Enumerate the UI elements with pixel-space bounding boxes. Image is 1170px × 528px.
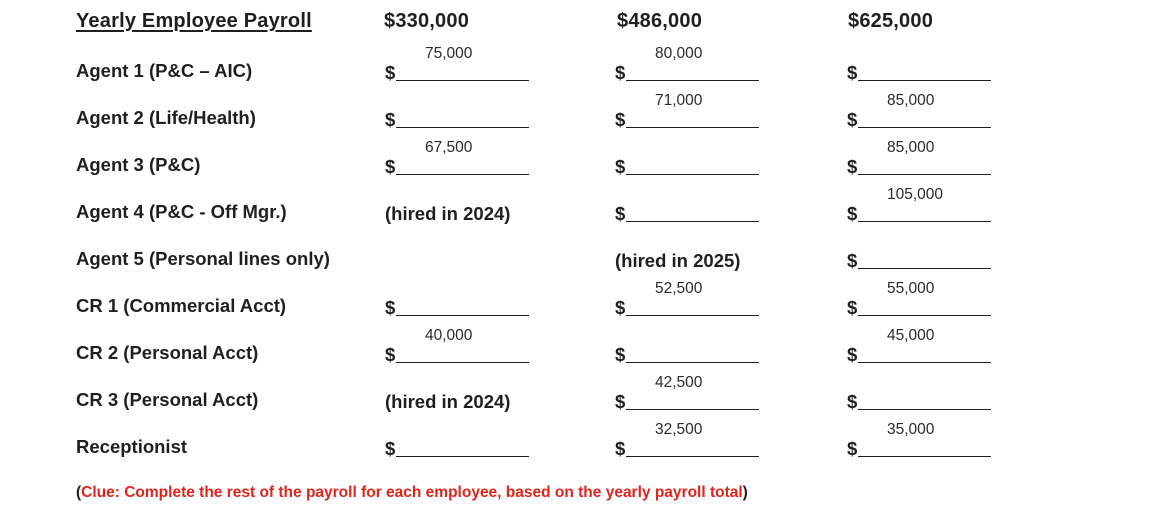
payroll-row bbox=[0, 46, 1170, 86]
amount-blank[interactable] bbox=[615, 393, 759, 411]
fill-in-line bbox=[396, 456, 529, 457]
employee-label: Agent 2 (Life/Health) bbox=[76, 107, 256, 128]
amount-blank[interactable] bbox=[385, 440, 529, 458]
employee-label: Agent 1 (P&C – AIC) bbox=[76, 60, 253, 81]
fill-in-line bbox=[396, 174, 529, 175]
payroll-row bbox=[0, 328, 1170, 368]
dollar-sign: $ bbox=[385, 62, 396, 83]
payroll-cell-col-2 bbox=[615, 324, 765, 364]
fill-in-line bbox=[858, 315, 991, 316]
fill-in-line bbox=[626, 409, 759, 410]
dollar-sign: $ bbox=[615, 203, 626, 224]
amount-blank[interactable] bbox=[847, 158, 991, 176]
fill-in-line bbox=[626, 456, 759, 457]
fill-in-line bbox=[858, 127, 991, 128]
dollar-sign: $ bbox=[847, 391, 858, 412]
dollar-sign: $ bbox=[615, 62, 626, 83]
fill-in-line bbox=[626, 362, 759, 363]
payroll-cell-col-1 bbox=[385, 277, 535, 317]
dollar-sign: $ bbox=[615, 297, 626, 318]
yearly-total-col-2: $486,000 bbox=[617, 10, 703, 32]
fill-in-line bbox=[626, 221, 759, 222]
payroll-cell-col-2 bbox=[615, 42, 765, 82]
hired-note: (hired in 2025) bbox=[615, 250, 741, 271]
fill-in-line bbox=[858, 174, 991, 175]
entered-amount: 75,000 bbox=[425, 45, 473, 62]
fill-in-line bbox=[858, 80, 991, 81]
entered-amount: 32,500 bbox=[655, 421, 703, 438]
payroll-cell-col-2 bbox=[615, 371, 765, 411]
amount-blank[interactable] bbox=[847, 393, 991, 411]
payroll-cell-col-2 bbox=[615, 136, 765, 176]
entered-amount: 71,000 bbox=[655, 92, 703, 109]
fill-in-line bbox=[396, 315, 529, 316]
dollar-sign: $ bbox=[385, 438, 396, 459]
fill-in-line bbox=[396, 127, 529, 128]
fill-in-line bbox=[858, 268, 991, 269]
entered-amount: 35,000 bbox=[887, 421, 935, 438]
employee-label: Agent 5 (Personal lines only) bbox=[76, 248, 330, 269]
amount-blank[interactable] bbox=[615, 64, 759, 82]
fill-in-line bbox=[396, 362, 529, 363]
amount-blank[interactable] bbox=[847, 252, 991, 270]
entered-amount: 55,000 bbox=[887, 280, 935, 297]
dollar-sign: $ bbox=[385, 344, 396, 365]
entered-amount: 42,500 bbox=[655, 374, 703, 391]
payroll-cell-col-3 bbox=[847, 324, 997, 364]
dollar-sign: $ bbox=[847, 438, 858, 459]
payroll-cell-col-2 bbox=[615, 230, 765, 270]
clue-text: Clue: Complete the rest of the payroll for each employee, based on the yearly payroll total bbox=[81, 484, 743, 501]
fill-in-line bbox=[858, 409, 991, 410]
clue-close-paren: ) bbox=[742, 484, 748, 501]
payroll-row bbox=[0, 187, 1170, 227]
amount-blank[interactable] bbox=[615, 346, 759, 364]
fill-in-line bbox=[626, 315, 759, 316]
entered-amount: 45,000 bbox=[887, 327, 935, 344]
payroll-cell-col-3 bbox=[847, 230, 997, 270]
yearly-total-col-1: $330,000 bbox=[384, 10, 470, 32]
payroll-cell-col-3 bbox=[847, 89, 997, 129]
amount-blank[interactable] bbox=[847, 111, 991, 129]
dollar-sign: $ bbox=[615, 344, 626, 365]
amount-blank[interactable] bbox=[847, 346, 991, 364]
dollar-sign: $ bbox=[847, 344, 858, 365]
dollar-sign: $ bbox=[847, 109, 858, 130]
payroll-cell-col-1 bbox=[385, 183, 535, 223]
payroll-row bbox=[0, 422, 1170, 462]
amount-blank[interactable] bbox=[847, 440, 991, 458]
payroll-cell-col-1 bbox=[385, 89, 535, 129]
payroll-cell-col-1 bbox=[385, 418, 535, 458]
dollar-sign: $ bbox=[615, 156, 626, 177]
dollar-sign: $ bbox=[847, 62, 858, 83]
employee-label: Agent 4 (P&C - Off Mgr.) bbox=[76, 201, 287, 222]
payroll-cell-col-3 bbox=[847, 418, 997, 458]
amount-blank[interactable] bbox=[385, 299, 529, 317]
payroll-cell-col-3 bbox=[847, 183, 997, 223]
amount-blank[interactable] bbox=[615, 111, 759, 129]
employee-label: CR 2 (Personal Acct) bbox=[76, 342, 259, 363]
payroll-cell-col-3 bbox=[847, 42, 997, 82]
amount-blank[interactable] bbox=[385, 111, 529, 129]
dollar-sign: $ bbox=[847, 297, 858, 318]
employee-label: CR 3 (Personal Acct) bbox=[76, 389, 259, 410]
entered-amount: 85,000 bbox=[887, 139, 935, 156]
entered-amount: 80,000 bbox=[655, 45, 703, 62]
payroll-row bbox=[0, 375, 1170, 415]
dollar-sign: $ bbox=[615, 109, 626, 130]
fill-in-line bbox=[858, 456, 991, 457]
fill-in-line bbox=[626, 174, 759, 175]
payroll-cell-col-1 bbox=[385, 230, 535, 270]
dollar-sign: $ bbox=[385, 297, 396, 318]
dollar-sign: $ bbox=[615, 438, 626, 459]
amount-blank[interactable] bbox=[847, 205, 991, 223]
payroll-cell-col-1 bbox=[385, 136, 535, 176]
payroll-cell-col-2 bbox=[615, 277, 765, 317]
employee-label: CR 1 (Commercial Acct) bbox=[76, 295, 287, 316]
dollar-sign: $ bbox=[615, 391, 626, 412]
amount-blank[interactable] bbox=[385, 64, 529, 82]
hired-note: (hired in 2024) bbox=[385, 391, 511, 412]
entered-amount: 105,000 bbox=[887, 186, 944, 203]
hired-note: (hired in 2024) bbox=[385, 203, 511, 224]
amount-blank[interactable] bbox=[847, 299, 991, 317]
dollar-sign: $ bbox=[385, 109, 396, 130]
employee-label: Agent 3 (P&C) bbox=[76, 154, 201, 175]
fill-in-line bbox=[858, 221, 991, 222]
payroll-cell-col-3 bbox=[847, 371, 997, 411]
amount-blank[interactable] bbox=[615, 440, 759, 458]
amount-blank[interactable] bbox=[385, 158, 529, 176]
clue-note bbox=[76, 484, 748, 502]
fill-in-line bbox=[626, 80, 759, 81]
entered-amount: 40,000 bbox=[425, 327, 473, 344]
payroll-cell-col-2 bbox=[615, 89, 765, 129]
payroll-row bbox=[0, 93, 1170, 133]
payroll-cell-col-1 bbox=[385, 42, 535, 82]
entered-amount: 52,500 bbox=[655, 280, 703, 297]
payroll-cell-col-3 bbox=[847, 277, 997, 317]
dollar-sign: $ bbox=[385, 156, 396, 177]
payroll-row bbox=[0, 281, 1170, 321]
payroll-cell-col-1 bbox=[385, 324, 535, 364]
dollar-sign: $ bbox=[847, 156, 858, 177]
fill-in-line bbox=[626, 127, 759, 128]
amount-blank[interactable] bbox=[615, 299, 759, 317]
amount-blank[interactable] bbox=[847, 64, 991, 82]
payroll-cell-col-1 bbox=[385, 371, 535, 411]
payroll-row bbox=[0, 234, 1170, 274]
dollar-sign: $ bbox=[847, 250, 858, 271]
amount-blank[interactable] bbox=[615, 205, 759, 223]
entered-amount: 85,000 bbox=[887, 92, 935, 109]
clue-open-paren: ( bbox=[76, 484, 82, 501]
dollar-sign: $ bbox=[847, 203, 858, 224]
payroll-cell-col-3 bbox=[847, 136, 997, 176]
payroll-cell-col-2 bbox=[615, 183, 765, 223]
fill-in-line bbox=[858, 362, 991, 363]
fill-in-line bbox=[396, 80, 529, 81]
entered-amount: 67,500 bbox=[425, 139, 473, 156]
employee-label: Receptionist bbox=[76, 436, 188, 457]
yearly-total-col-3: $625,000 bbox=[848, 10, 934, 32]
amount-blank[interactable] bbox=[615, 158, 759, 176]
payroll-cell-col-2 bbox=[615, 418, 765, 458]
payroll-row bbox=[0, 140, 1170, 180]
amount-blank[interactable] bbox=[385, 346, 529, 364]
payroll-title: Yearly Employee Payroll bbox=[76, 10, 312, 32]
